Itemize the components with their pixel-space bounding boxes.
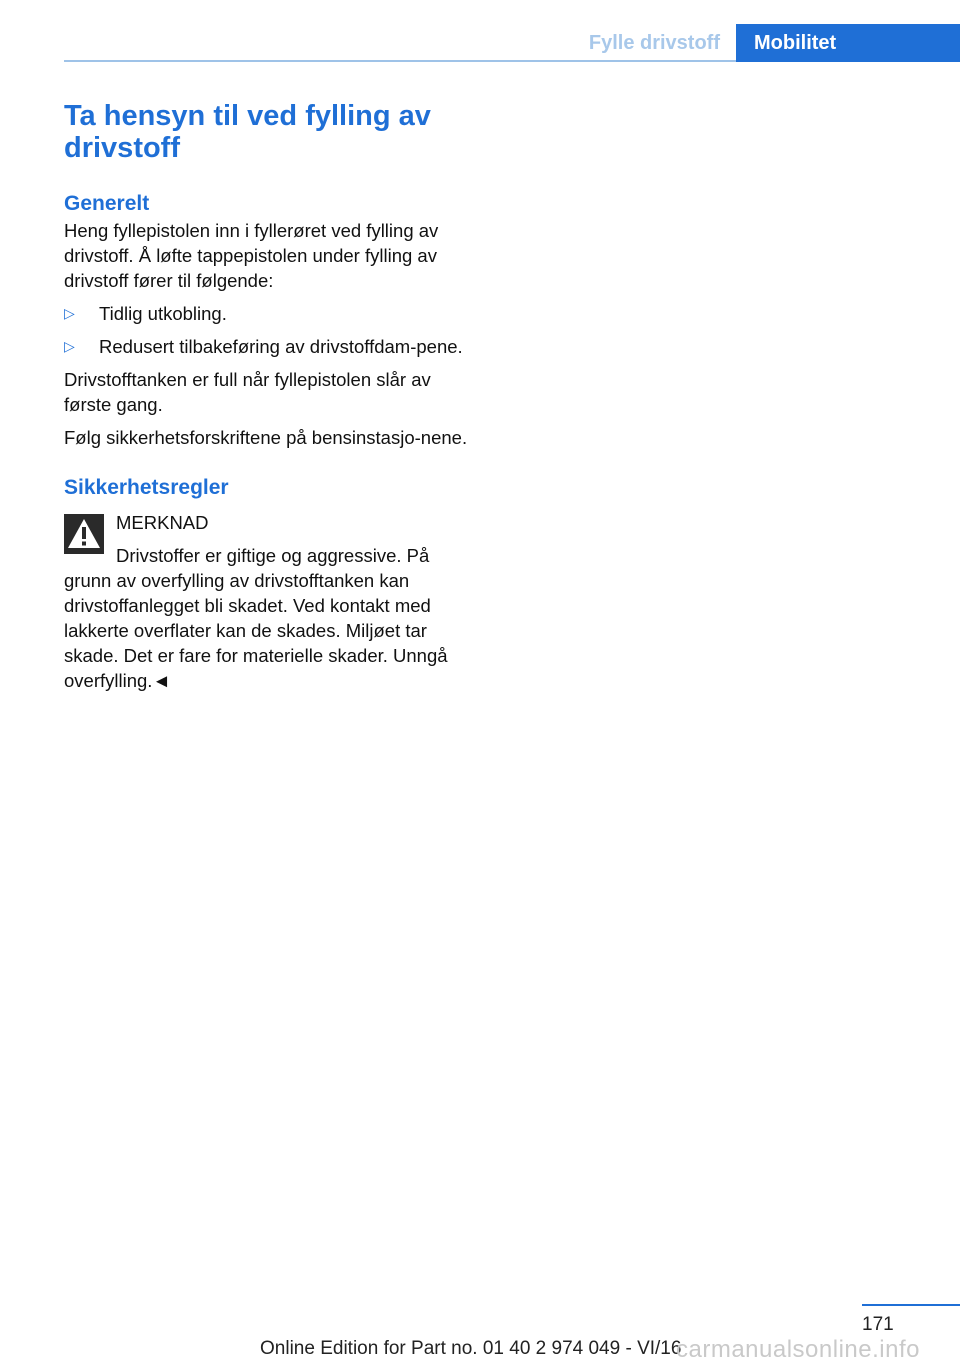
notice-label: MERKNAD — [116, 512, 209, 533]
footer-rule — [862, 1304, 960, 1306]
notice-text: grunn av overfylling av drivstofftanken kan drivstoffanlegget bli skadet. Ved kontakt med lakkerte overflater kan de skades. Miljøet tar skade. Det er fare for materielle skader. Unngå overfylling.◄ — [64, 570, 448, 691]
warning-notice — [64, 510, 478, 693]
page-number: 171 — [862, 1314, 894, 1335]
list-item — [64, 301, 478, 326]
notice-text-first-line: Drivstoffer er giftige og aggressive. På — [116, 545, 430, 566]
page-title: Ta hensyn til ved fylling av drivstoff — [64, 100, 431, 164]
safety-rules-paragraph: Følg sikkerhetsforskriftene på bensinstasjo-nene. — [64, 427, 468, 448]
footer-edition: Online Edition for Part no. 01 40 2 974 049 - VI/16 — [260, 1338, 682, 1359]
triangle-bullet-icon: ▷ — [64, 338, 75, 354]
warning-triangle-icon — [64, 514, 104, 554]
tank-full-paragraph: Drivstofftanken er full når fyllepistolen slår av første gang. — [64, 369, 431, 415]
section-safety — [64, 474, 478, 693]
general-intro: Heng fyllepistolen inn i fyllerøret ved fylling av drivstoff. Å løfte tappepistolen under fylling av drivstoff fører til følgende: — [64, 220, 439, 291]
triangle-bullet-icon: ▷ — [64, 305, 75, 321]
page-content — [64, 100, 478, 693]
list-item-text: Redusert tilbakeføring av drivstoffdam-pene. — [99, 336, 463, 357]
list-item-text: Tidlig utkobling. — [99, 303, 227, 324]
section-heading-general: Generelt — [64, 192, 150, 215]
list-item — [64, 334, 478, 359]
header-chapter-tab[interactable]: Mobilitet — [736, 24, 960, 62]
header-section-tab[interactable]: Fylle drivstoff — [588, 32, 720, 54]
section-heading-safety: Sikkerhetsregler — [64, 476, 229, 499]
watermark: carmanualsonline.info — [676, 1336, 920, 1363]
consequence-list — [64, 301, 478, 359]
section-general — [64, 190, 478, 450]
